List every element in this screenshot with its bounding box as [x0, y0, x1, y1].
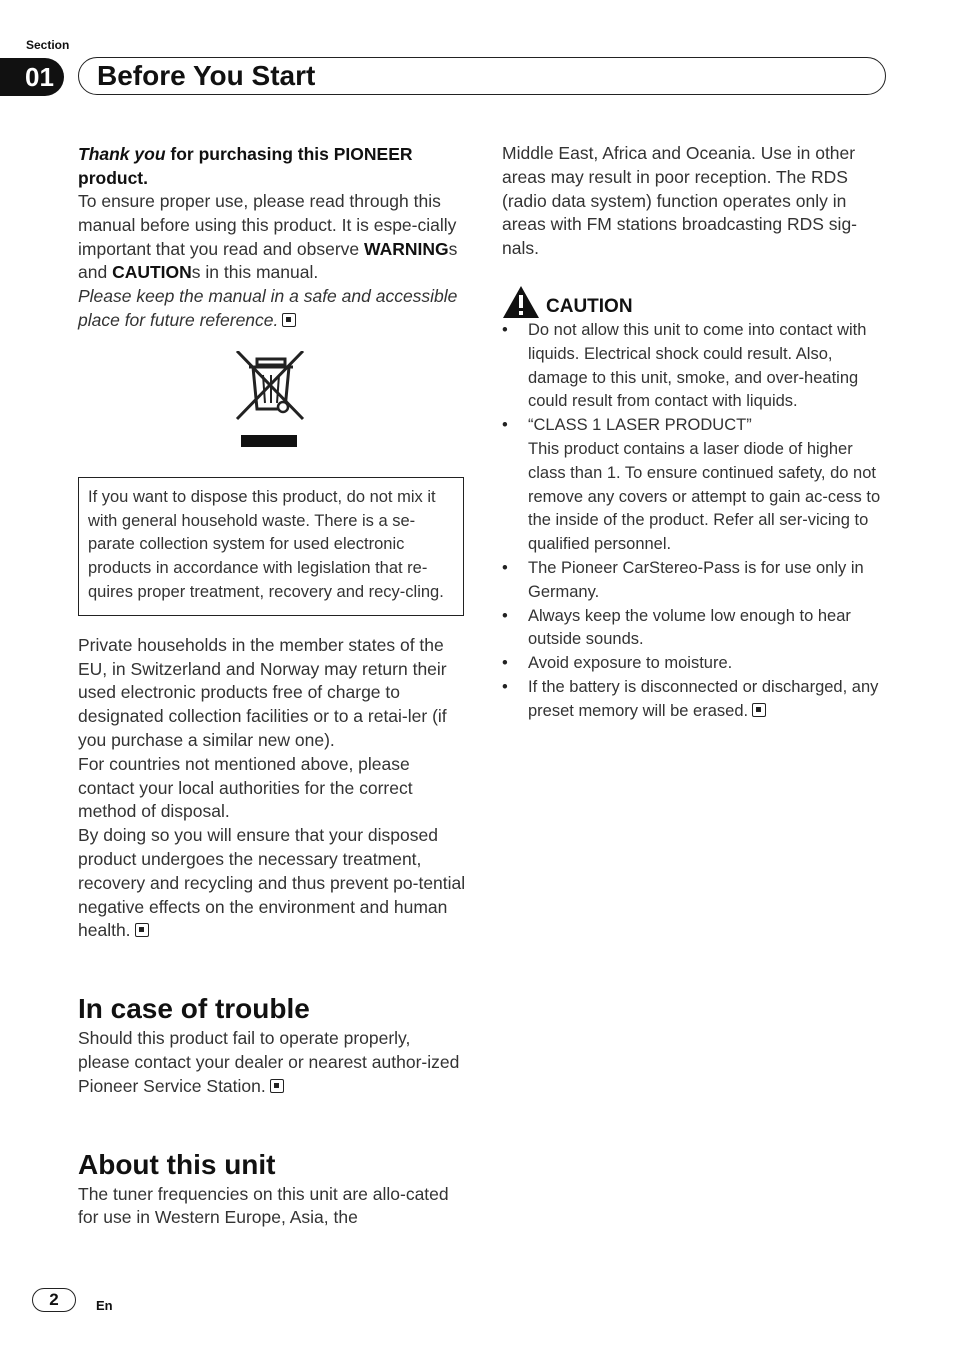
s-in-manual-text: s in this manual.: [191, 262, 319, 283]
about-paragraph-continued: Middle East, Africa and Oceania. Use in other areas may result in poor reception. The RDS (radio data system) function operates only in areas with FM stations broadcasting RDS sig-nals.: [502, 143, 857, 259]
intro-paragraph: [78, 190, 466, 285]
page-number: 2: [32, 1288, 76, 1312]
brand-name: PIONEER: [333, 144, 413, 164]
caution-item: • Avoid exposure to moisture.: [502, 652, 892, 676]
s-and-text: s and: [78, 238, 458, 283]
italic-note-text: Please keep the manual in a safe and accessible place for future reference.: [78, 286, 458, 330]
left-column: [78, 142, 466, 1230]
end-mark-icon: [135, 923, 149, 937]
about-heading: About this unit: [78, 1148, 276, 1180]
thank-you-text: Thank you: [78, 144, 166, 164]
laser-class-label: “CLASS 1 LASER PRODUCT”: [528, 416, 752, 435]
caution-item: [502, 414, 892, 557]
caution-list: [502, 319, 892, 724]
end-mark-icon: [282, 313, 296, 327]
italic-note: [78, 285, 466, 333]
disposal-notice-box: [78, 477, 464, 616]
weee-symbol-area: [78, 343, 468, 463]
section-label: Section: [26, 38, 70, 52]
trouble-text: Should this product fail to operate properly, please contact your dealer or nearest author-ized Pioneer Service Station.: [78, 1028, 460, 1096]
caution-item: • Always keep the volume low enough to hear outside sounds.: [502, 605, 892, 653]
section-number-tab: 01: [0, 58, 64, 96]
warning-triangle-icon: [502, 285, 540, 319]
thank-rest-text: for purchasing this: [165, 144, 334, 164]
thank-you-line: [78, 142, 466, 190]
right-column: [502, 142, 892, 724]
end-mark-icon: [752, 703, 766, 717]
caution-item: • Do not allow this unit to come into contact with liquids. Electrical shock could result. Also, damage to this unit, smoke, and over-heating could result from contact with liquids.: [502, 319, 892, 414]
laser-detail-text: This product contains a laser diode of higher class than 1. To ensure continued safety, do not remove any covers or attempt to gain ac-cess to the inside of the product. Refer all ser-vicing to qualified personnel.: [528, 439, 881, 554]
caution-item-text: If the battery is disconnected or discharged, any preset memory will be erased.: [528, 677, 879, 720]
caution-heading: CAUTION: [546, 295, 633, 317]
disposal-paragraph-2: For countries not mentioned above, please contact your local authorities for the correct method of disposal.: [78, 753, 413, 822]
caution-item: [502, 676, 892, 724]
caution-header: [502, 281, 892, 319]
disposal-paragraph-1: Private households in the member states of the EU, in Switzerland and Norway may return their used electronic products free of charge to designated collection facilities or to a retai-ler (if you purchase a similar new one).: [78, 634, 447, 750]
about-paragraph-start: The tuner frequencies on this unit are allo-cated for use in Western Europe, Asia, the: [78, 1183, 449, 1228]
caution-word: CAUTION: [112, 262, 192, 283]
trouble-heading: In case of trouble: [78, 993, 310, 1025]
crossed-bin-icon: [235, 351, 307, 451]
page-title: Before You Start: [97, 60, 316, 91]
end-mark-icon: [270, 1079, 284, 1093]
product-word: product.: [78, 168, 148, 188]
disposal-paragraph-3: [78, 824, 466, 943]
caution-item: • The Pioneer CarStereo-Pass is for use only in Germany.: [502, 557, 892, 605]
trouble-paragraph: [78, 1027, 466, 1098]
intro-text: To ensure proper use, please read through this manual before using this product. It is espe-cially important that you read and observe: [78, 191, 457, 259]
disposal-notice-text: If you want to dispose this product, do not mix it with general household waste. There is a se-parate collection system for used electronic products in accordance with legislation that re-quires proper treatment, recovery and recy-cling.: [88, 487, 444, 601]
disposal-paragraph-3-text: By doing so you will ensure that your disposed product undergoes the necessary treatment, recovery and recycling and thus prevent po-tential negative effects on the environment and human health.: [78, 825, 466, 941]
language-code: En: [96, 1298, 113, 1313]
warning-word: WARNING: [364, 238, 449, 259]
